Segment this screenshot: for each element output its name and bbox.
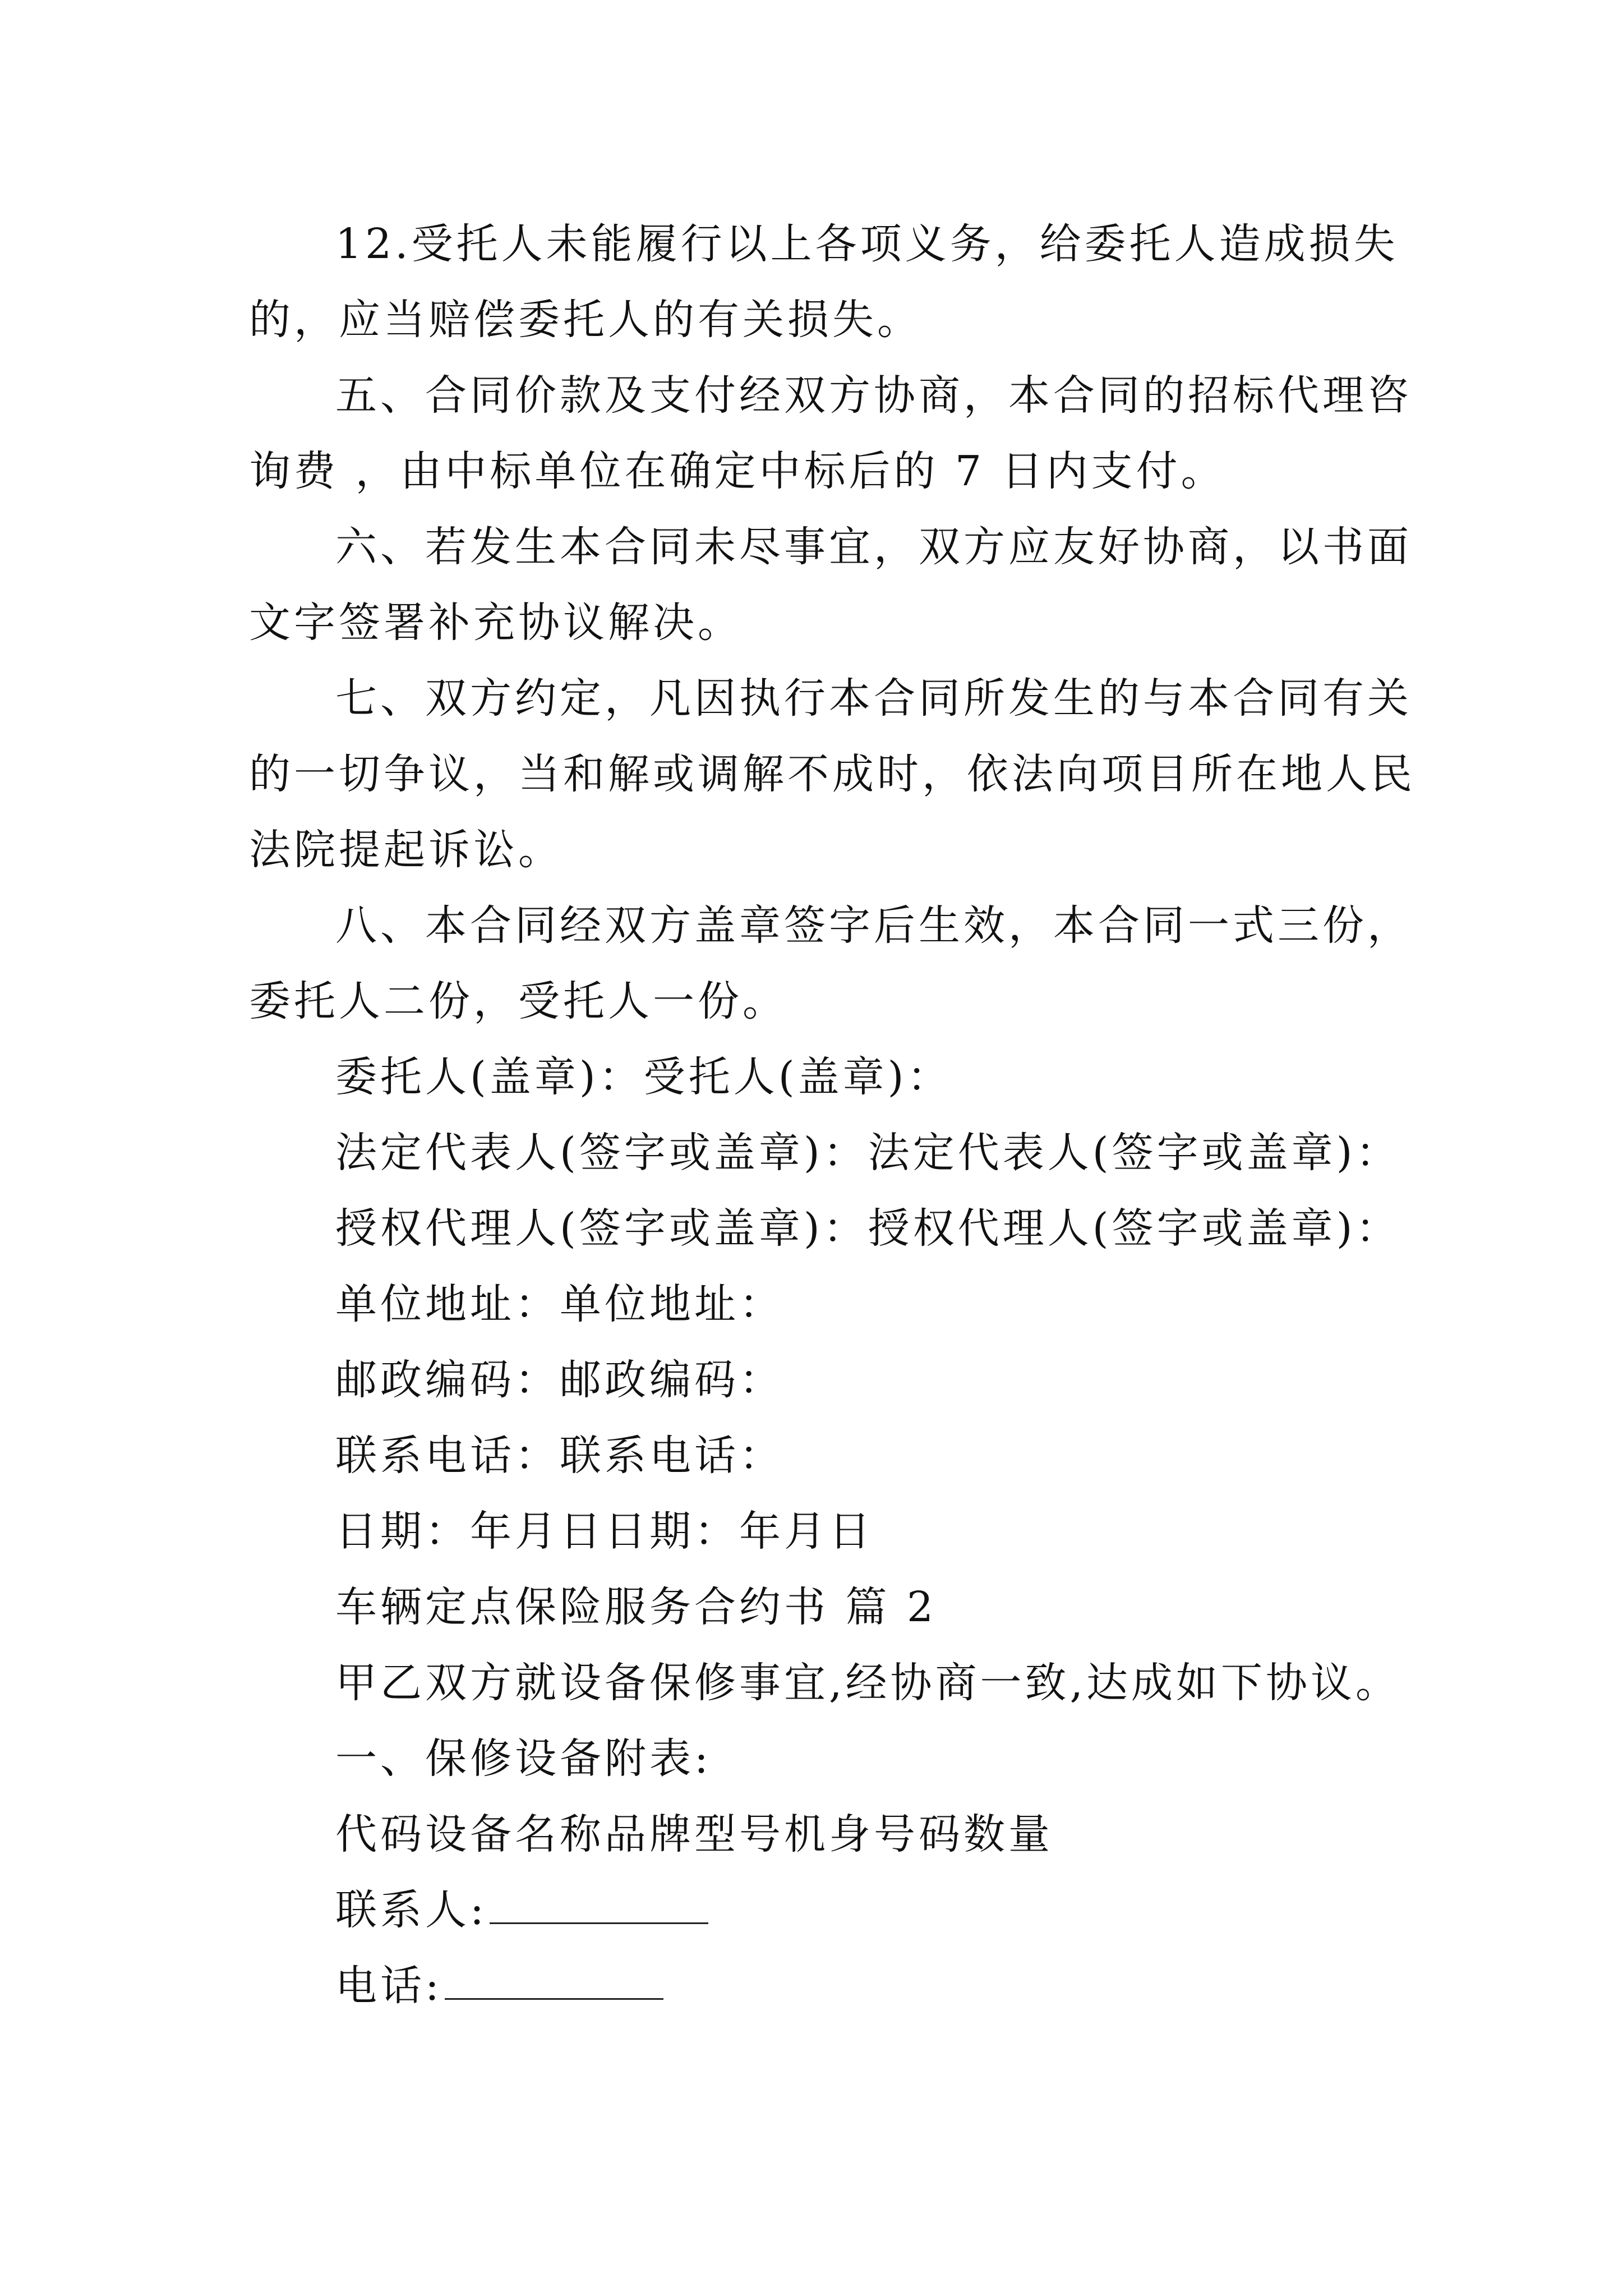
- table-header-line: 代码设备名称品牌型号机身号码数量: [335, 1810, 1053, 1858]
- phone-label: 电话:: [335, 1962, 442, 2010]
- signature-line: 授权代理人(签字或盖章)：授权代理人(签字或盖章)：: [335, 1204, 1401, 1253]
- contact-person-line: [335, 1882, 1415, 1938]
- paragraph-line: 七、双方约定，凡因执行本合同所发生的与本合同有关: [335, 674, 1412, 723]
- signature-line: 委托人(盖章)：受托人(盖章)：: [335, 1053, 952, 1101]
- signature-line: 邮政编码：邮政编码：: [335, 1356, 784, 1404]
- paragraph-line: 12.受托人未能履行以上各项义务，给委托人造成损失: [335, 220, 1399, 268]
- paragraph-line: 八、本合同经双方盖章签字后生效，本合同一式三份，: [335, 901, 1412, 950]
- section-heading: 车辆定点保险服务合约书 篇 2: [335, 1583, 937, 1631]
- signature-line: 法定代表人(签字或盖章)：法定代表人(签字或盖章)：: [335, 1129, 1401, 1177]
- contact-person-blank: [490, 1883, 708, 1924]
- paragraph-line: 询费 ，由中标单位在确定中标后的 7 日内支付。: [249, 447, 1226, 495]
- phone-line: [335, 1958, 1415, 2014]
- paragraph-line: 法院提起诉讼。: [249, 826, 563, 874]
- phone-blank: [445, 1959, 663, 2000]
- contact-person-label: 联系人:: [335, 1886, 487, 1934]
- paragraph-line: 甲乙双方就设备保修事宜,经协商一致,达成如下协议。: [335, 1659, 1401, 1707]
- paragraph-line: 五、合同价款及支付经双方协商，本合同的招标代理咨: [335, 371, 1412, 420]
- paragraph-line: 一、保修设备附表:: [335, 1734, 712, 1783]
- signature-line: 联系电话：联系电话：: [335, 1432, 784, 1480]
- signature-line: 日期：年月日日期：年月日: [335, 1507, 874, 1556]
- paragraph-line: 的一切争议，当和解或调解不成时，依法向项目所在地人民: [249, 750, 1415, 798]
- signature-line: 单位地址：单位地址：: [335, 1280, 784, 1328]
- paragraph-line: 六、若发生本合同未尽事宜，双方应友好协商，以书面: [335, 523, 1412, 571]
- paragraph-line: 委托人二份，受托人一份。: [249, 977, 787, 1025]
- paragraph-line: 文字签署补充协议解决。: [249, 599, 743, 647]
- paragraph-line: 的，应当赔偿委托人的有关损失。: [249, 296, 922, 344]
